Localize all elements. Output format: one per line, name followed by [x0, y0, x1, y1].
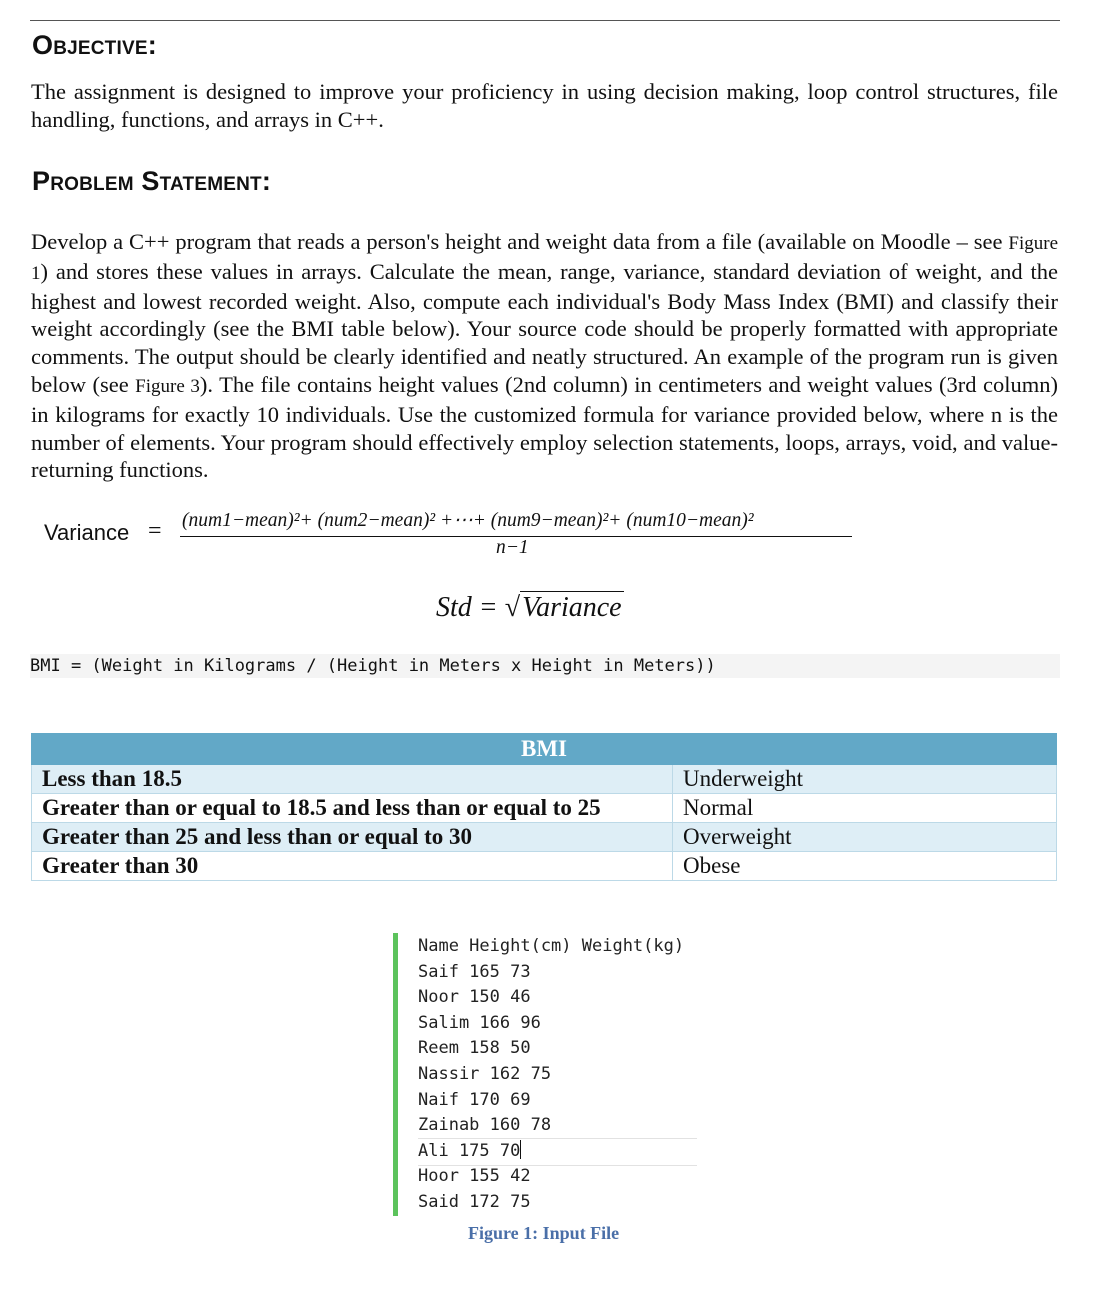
file-line: Nassir 162 75 — [418, 1063, 552, 1084]
bmi-row-underweight — [32, 765, 1057, 794]
bmi-formula: BMI = (Weight in Kilograms / (Height in Meters x Height in Meters)) — [30, 654, 1060, 678]
file-line: Noor 150 46 — [418, 987, 531, 1008]
problem-text — [31, 228, 1058, 484]
bmi-table-header: BMI — [32, 734, 1057, 765]
bmi-range: Greater than 25 and less than or equal to 30 — [32, 823, 673, 852]
figure-3-reference: Figure 3 — [135, 375, 200, 397]
file-line: Naif 170 69 — [418, 1089, 531, 1110]
file-line: Salim 166 96 — [418, 1012, 541, 1033]
file-line: Hoor 155 42 — [418, 1166, 531, 1187]
bmi-category: Normal — [673, 794, 1057, 823]
objective-text: The assignment is designed to improve your proficiency in using decision making, loop control structures, file handling, functions, and arrays in C++. — [31, 79, 1058, 132]
bmi-range: Less than 18.5 — [32, 765, 673, 794]
variance-denominator: n−1 — [496, 537, 529, 558]
bmi-category: Overweight — [673, 823, 1057, 852]
active-line-text: Ali 175 70 — [418, 1140, 521, 1161]
file-line: Reem 158 50 — [418, 1038, 531, 1059]
problem-heading: Problem Statement: — [32, 166, 272, 196]
figure-caption: Figure 1: Input File — [468, 1223, 620, 1243]
sqrt-symbol: √ — [504, 592, 521, 623]
variance-numerator: (num1−mean)²+ (num2−mean)² +⋯+ (num9−mean)²+ (num10−mean)² — [182, 510, 754, 531]
problem-text-part3: ). The file contains height values (2nd column) in centimeters and weight values (3rd column) in kilograms for exactly 10 individuals. Use the customized formula for variance provided below, where n is the number of elements. Your program should effectively employ selection statements, loops, arrays, void, and value-returning functions. — [31, 371, 1059, 483]
file-line: Name Height(cm) Weight(kg) — [418, 936, 685, 956]
bmi-category: Obese — [673, 852, 1057, 881]
text-cursor — [520, 1140, 521, 1159]
input-file-figure — [393, 933, 702, 1216]
variance-equals: = — [148, 518, 162, 544]
bmi-row-normal — [32, 794, 1057, 823]
std-radicand: Variance — [522, 592, 622, 623]
file-line: Saif 165 73 — [418, 961, 531, 982]
file-line-active — [418, 1139, 684, 1165]
bmi-row-obese — [32, 852, 1057, 881]
bmi-range: Greater than or equal to 18.5 and less than or equal to 25 — [32, 794, 673, 823]
std-formula — [436, 592, 624, 624]
figure-1-reference: Figure 1 — [31, 233, 1058, 284]
bmi-table — [31, 733, 1057, 881]
input-file-lines[interactable] — [418, 934, 684, 1216]
variance-label: Variance — [44, 520, 130, 545]
file-line: Zainab 160 78 — [418, 1115, 552, 1136]
bmi-range: Greater than 30 — [32, 852, 673, 881]
file-line: Said 172 75 — [418, 1191, 531, 1212]
top-rule — [30, 20, 1060, 21]
bmi-category: Underweight — [673, 765, 1057, 794]
std-lhs: Std = — [436, 592, 505, 623]
problem-text-part2: ) and stores these values in arrays. Calculate the mean, range, variance, standard deviation of weight, and the highest and lowest recorded weight. Also, compute each individual's Body Mass Index (BMI) and classify their weight accordingly (see the BMI table below). Your source code should be properly formatted with appropriate comments. The output should be clearly identified and neatly structured. An example of the program run is given below (see — [31, 258, 1058, 397]
objective-heading: Objective: — [32, 30, 157, 60]
problem-text-part1: Develop a C++ program that reads a person's height and weight data from a file (available on Moodle – see — [31, 229, 1009, 254]
bmi-row-overweight — [32, 823, 1057, 852]
